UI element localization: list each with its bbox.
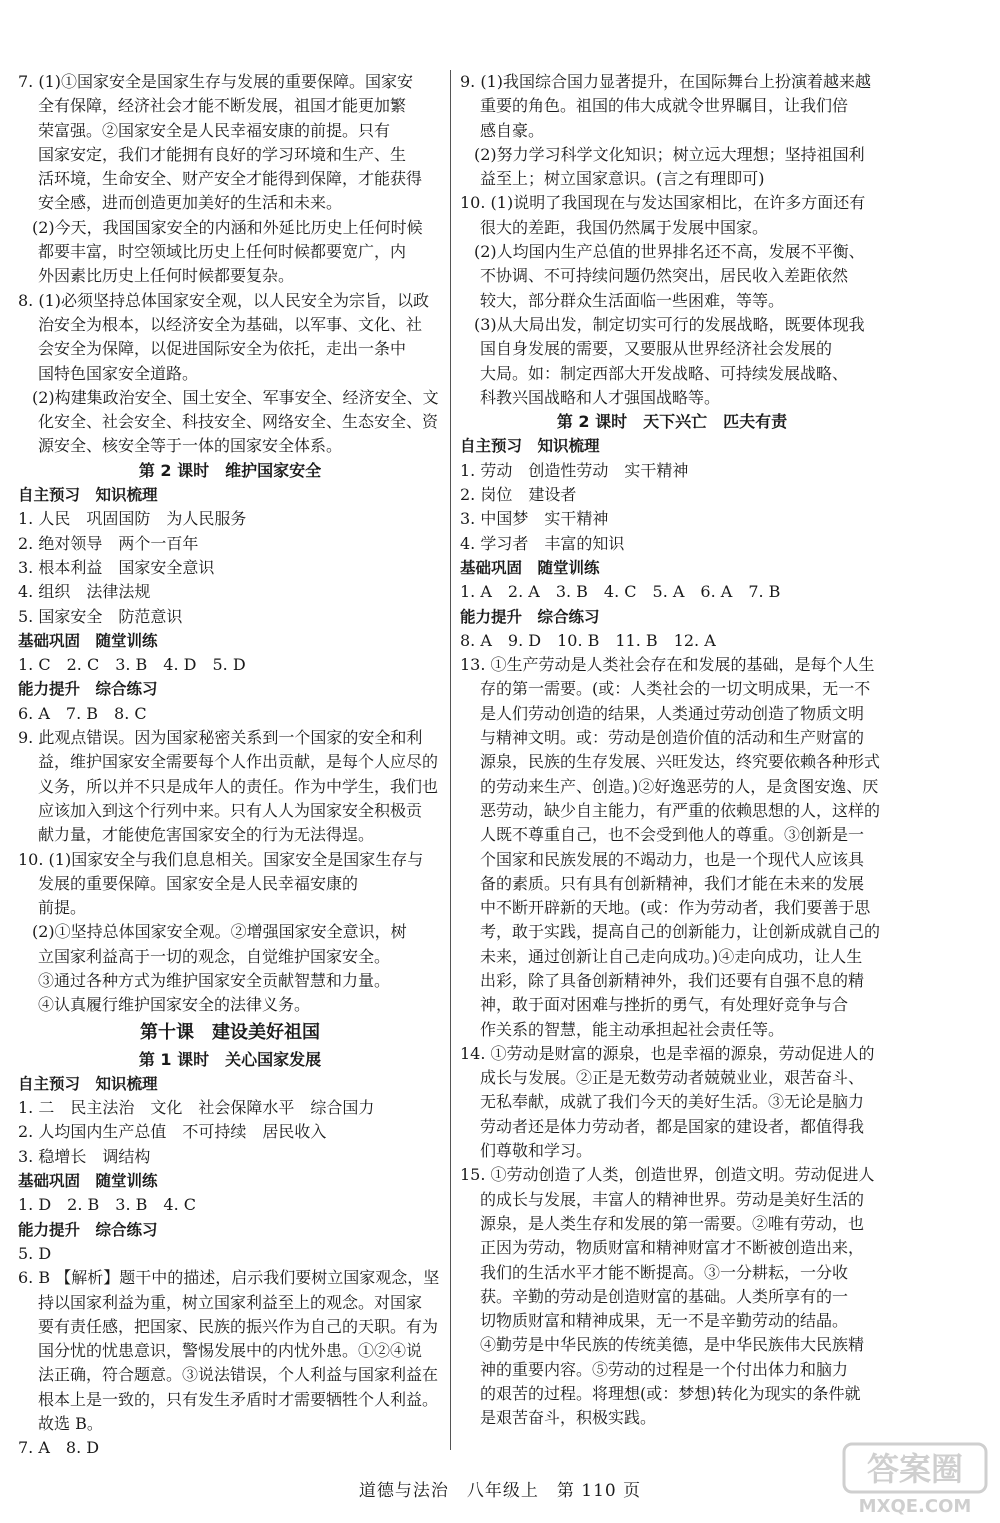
right-column-line: 基础巩固 随堂训练 xyxy=(460,558,600,577)
right-column-line: 存的第一需要。(或：人类社会的一切文明成果，无一不 xyxy=(480,679,871,699)
left-column-line: 3. 根本利益 国家安全意识 xyxy=(18,557,215,577)
left-column-line: 5. D xyxy=(18,1243,52,1263)
left-column-line: 10. (1)国家安全与我们息息相关。国家安全是国家生存与 xyxy=(18,849,424,869)
right-column-line: 获。辛勤的劳动是创造财富的基础。人类所享有的一 xyxy=(480,1286,849,1306)
right-column-line: 10. (1)说明了我国现在与发达国家相比，在许多方面还有 xyxy=(460,193,866,213)
left-column-line: 7. A 8. D xyxy=(18,1438,100,1458)
left-column-line: 全有保障，经济社会才能不断发展，祖国才能更加繁 xyxy=(38,96,407,116)
left-column-line: (2)①坚持总体国家安全观。②增强国家安全意识，树 xyxy=(32,922,407,942)
right-column-line: 劳动者还是体力劳动者，都是国家的建设者，都值得我 xyxy=(480,1116,865,1136)
left-column-line: 4. 组织 法律法规 xyxy=(18,582,151,602)
right-column-line: 科教兴国战略和人才强国战略等。 xyxy=(480,387,721,407)
right-column-line: 与精神文明。或：劳动是创造价值的活动和生产财富的 xyxy=(480,728,865,748)
right-column-line: 恶劳动，缺少自主能力，有严重的依赖思想的人，这样的 xyxy=(480,800,881,820)
left-column-line: ③通过各种方式为维护国家安全贡献智慧和力量。 xyxy=(38,970,391,990)
left-column-line: 第十课 建设美好祖国 xyxy=(140,1021,320,1043)
right-column-line: 国自身发展的需要，又要服从世界经济社会发展的 xyxy=(480,339,833,359)
left-column-line: 活环境，生命安全、财产安全才能得到保障，才能获得 xyxy=(38,169,423,189)
left-column-line: 国分忧的忧患意识，警惕发展中的内忧外患。①②④说 xyxy=(38,1341,423,1361)
right-column-line: 8. A 9. D 10. B 11. B 12. A xyxy=(460,630,716,650)
right-column-line: 备的素质。只有具有创新精神，我们才能在未来的发展 xyxy=(480,873,865,893)
left-column-line: 5. 国家安全 防范意识 xyxy=(18,606,183,626)
right-column-line: 1. A 2. A 3. B 4. C 5. A 6. A 7. B xyxy=(460,582,781,602)
left-column-line: ④认真履行维护国家安全的法律义务。 xyxy=(38,995,311,1015)
left-column-line: 第 1 课时 关心国家发展 xyxy=(138,1049,322,1069)
right-column-line: 13. ①生产劳动是人类社会存在和发展的基础，是每个人生 xyxy=(460,655,875,675)
left-column-line: 3. 稳增长 调结构 xyxy=(18,1146,151,1166)
right-column-line: 是人们劳动创造的结果，人类通过劳动创造了物质文明 xyxy=(480,703,865,723)
left-column-line: 6. A 7. B 8. C xyxy=(18,703,147,723)
watermark-logo-text: 答案圈 xyxy=(866,1450,964,1488)
left-column-line: 荣富强。②国家安全是人民幸福安康的前提。只有 xyxy=(38,120,391,140)
right-column-line: 1. 劳动 创造性劳动 实干精神 xyxy=(460,460,689,480)
right-column-line: 不协调、不可持续问题仍然突出，居民收入差距依然 xyxy=(480,266,849,286)
right-column-line: ④勤劳是中华民族的传统美德，是中华民族伟大民族精 xyxy=(480,1335,865,1355)
left-column-line: 2. 绝对领导 两个一百年 xyxy=(18,533,199,553)
right-column-line: 感自豪。 xyxy=(480,120,545,140)
left-column-line: 6. B 【解析】题干中的描述，启示我们要树立国家观念，坚 xyxy=(18,1268,440,1288)
right-column-line: 成长与发展。②正是无数劳动者兢兢业业，艰苦奋斗、 xyxy=(480,1068,865,1088)
right-column-line: 我们的生活水平才能不断提高。③一分耕耘，一分收 xyxy=(480,1262,849,1282)
left-column-line: 安全感，进而创造更加美好的生活和未来。 xyxy=(38,193,343,213)
left-column-line: 1. C 2. C 3. B 4. D 5. D xyxy=(18,655,246,675)
right-column-line: 未来，通过创新让自己走向成功。)④走向成功，让人生 xyxy=(480,946,863,966)
left-column-line: 立国家利益高于一切的观念，自觉维护国家安全。 xyxy=(38,946,391,966)
right-column-line: 神，敢于面对困难与挫折的勇气，有处理好竞争与合 xyxy=(480,995,849,1015)
left-column-line: 自主预习 知识梳理 xyxy=(18,486,158,505)
left-column-line: 1. 人民 巩固国防 为人民服务 xyxy=(18,509,247,529)
right-column-line: 切物质财富和精神成果，无一不是辛勤劳动的结晶。 xyxy=(480,1311,849,1331)
right-column-line: 较大，部分群众生活面临一些困难，等等。 xyxy=(480,290,785,310)
left-column-line: 7. (1)①国家安全是国家生存与发展的重要保障。国家安 xyxy=(18,72,414,91)
right-column-line: 3. 中国梦 实干精神 xyxy=(460,509,609,529)
right-column-line: 无私奉献，成就了我们今天的美好生活。③无论是脑力 xyxy=(480,1092,865,1112)
right-column-line: 源泉，是人类生存和发展的第一需要。②唯有劳动，也 xyxy=(480,1213,865,1233)
watermark-site: MXQE.COM xyxy=(858,1496,972,1517)
right-column-line: 大局。如：制定西部大开发战略、可持续发展战略、 xyxy=(480,363,849,383)
right-column-line: 正因为劳动，物质财富和精神财富才不断被创造出来， xyxy=(480,1238,865,1258)
left-column-line: 1. 二 民主法治 文化 社会保障水平 综合国力 xyxy=(18,1098,375,1118)
right-column xyxy=(460,70,884,1431)
left-column-line: 会安全为保障，以促进国际安全为依托，走出一条中 xyxy=(38,339,407,359)
left-column-line: 国特色国家安全道路。 xyxy=(38,363,199,383)
left-column-line: 都要丰富，时空领域比历史上任何时候都要宽广，内 xyxy=(38,242,407,262)
left-column-line: 国家安定，我们才能拥有良好的学习环境和生产、生 xyxy=(38,144,407,164)
left-column-line: 基础巩固 随堂训练 xyxy=(18,631,158,650)
left-column-line: 自主预习 知识梳理 xyxy=(18,1074,158,1093)
left-column-line: 故选 B。 xyxy=(38,1414,103,1434)
left-column-line: 1. D 2. B 3. B 4. C xyxy=(18,1195,196,1215)
page-footer: 道德与法治 八年级上 第 110 页 xyxy=(358,1481,642,1501)
left-column-line: 应该加入到这个行列中来。只有人人为国家安全积极贡 xyxy=(38,800,423,820)
right-column-line: 14. ①劳动是财富的源泉，也是幸福的源泉，劳动促进人的 xyxy=(460,1043,875,1063)
right-column-line: 益至上；树立国家意识。(言之有理即可) xyxy=(480,169,765,189)
left-column-line: 第 2 课时 维护国家安全 xyxy=(138,460,322,480)
left-column-line: 法正确，符合题意。③说法错误，个人利益与国家利益在 xyxy=(38,1365,439,1385)
right-column-line: (3)从大局出发，制定切实可行的发展战略，既要体现我 xyxy=(474,314,865,334)
left-column-line: 基础巩固 随堂训练 xyxy=(18,1172,158,1191)
left-column-line: 发展的重要保障。国家安全是人民幸福安康的 xyxy=(38,873,359,893)
right-column-line: 出彩，除了具备创新精神外，我们还要有自强不息的精 xyxy=(480,970,865,990)
left-column-line: 化安全、社会安全、科技安全、网络安全、生态安全、资 xyxy=(38,412,439,432)
left-column-line: 2. 人均国内生产总值 不可持续 居民收入 xyxy=(18,1122,327,1142)
right-column-line: 人既不尊重自己，也不会受到他人的尊重。③创新是一 xyxy=(480,825,865,845)
watermark-logo xyxy=(840,1440,990,1518)
left-column xyxy=(18,70,442,1461)
left-column-line: 治安全为根本，以经济安全为基础，以军事、文化、社 xyxy=(38,314,423,334)
left-column-line: 能力提升 综合练习 xyxy=(18,1220,158,1239)
right-column-line: 中不断开辟新的天地。(或：作为劳动者，我们要善于思 xyxy=(480,898,871,918)
left-column-line: 根本上是一致的，只有发生矛盾时才需要牺牲个人利益。 xyxy=(38,1389,439,1409)
right-column-line: 作关系的智慧，能主动承担起社会责任等。 xyxy=(480,1019,785,1039)
left-column-line: 源安全、核安全等于一体的国家安全体系。 xyxy=(38,436,343,456)
right-column-line: 神的重要内容。⑤劳动的过程是一个付出体力和脑力 xyxy=(480,1359,849,1379)
column-divider xyxy=(450,70,451,1450)
left-column-line: 持以国家利益为重，树立国家利益至上的观念。对国家 xyxy=(38,1292,423,1312)
right-column-line: 很大的差距，我国仍然属于发展中国家。 xyxy=(480,217,769,237)
left-column-line: 要有责任感，把国家、民族的振兴作为自己的天职。有为 xyxy=(38,1316,439,1336)
right-column-line: 自主预习 知识梳理 xyxy=(460,437,600,456)
left-column-line: 前提。 xyxy=(38,898,87,918)
right-column-line: 第 2 课时 天下兴亡 匹夫有责 xyxy=(556,412,788,432)
right-column-line: 能力提升 综合练习 xyxy=(460,607,600,626)
right-column-line: 9. (1)我国综合国力显著提升，在国际舞台上扮演着越来越 xyxy=(460,72,872,91)
right-column-line: 的劳动来生产、创造。)②好逸恶劳的人，是贪图安逸、厌 xyxy=(480,776,879,796)
right-column-line: 源泉，民族的生存发展、兴旺发达，终究要依赖各种形式 xyxy=(480,752,881,772)
right-column-line: (2)人均国内生产总值的世界排名还不高，发展不平衡、 xyxy=(474,242,865,262)
left-column-line: 9. 此观点错误。因为国家秘密关系到一个国家的安全和利 xyxy=(18,728,423,748)
left-column-line: (2)构建集政治安全、国土安全、军事安全、经济安全、文 xyxy=(32,387,439,407)
left-column-line: (2)今天，我国国家安全的内涵和外延比历史上任何时候 xyxy=(32,217,423,237)
left-column-line: 献力量，才能使危害国家安全的行为无法得逞。 xyxy=(38,825,375,845)
right-column-line: 个国家和民族发展的不竭动力，也是一个现代人应该具 xyxy=(480,849,865,869)
right-column-line: 考，敢于实践，提高自己的创新能力，让创新成就自己的 xyxy=(480,922,881,942)
left-column-line: 义务，所以并不只是成年人的责任。作为中学生，我们也 xyxy=(38,776,439,796)
right-column-line: 2. 岗位 建设者 xyxy=(460,485,577,505)
left-column-line: 外因素比历史上任何时候都要复杂。 xyxy=(38,266,295,286)
right-column-line: 的成长与发展，丰富人的精神世界。劳动是美好生活的 xyxy=(480,1189,865,1209)
left-column-line: 8. (1)必须坚持总体国家安全观，以人民安全为宗旨，以政 xyxy=(18,290,430,310)
right-column-line: 是艰苦奋斗，积极实践。 xyxy=(480,1408,657,1428)
right-column-line: 4. 学习者 丰富的知识 xyxy=(460,533,625,553)
right-column-line: 的艰苦的过程。将理想(或：梦想)转化为现实的条件就 xyxy=(480,1384,861,1404)
left-column-line: 能力提升 综合练习 xyxy=(18,680,158,699)
right-column-line: 们尊敬和学习。 xyxy=(480,1141,593,1161)
right-column-line: (2)努力学习科学文化知识；树立远大理想；坚持祖国利 xyxy=(474,144,865,164)
left-column-line: 益，维护国家安全需要每个人作出贡献，是每个人应尽的 xyxy=(38,752,439,772)
right-column-line: 15. ①劳动创造了人类，创造世界，创造文明。劳动促进人 xyxy=(460,1165,875,1185)
right-column-line: 重要的角色。祖国的伟大成就令世界瞩目，让我们倍 xyxy=(480,96,849,116)
